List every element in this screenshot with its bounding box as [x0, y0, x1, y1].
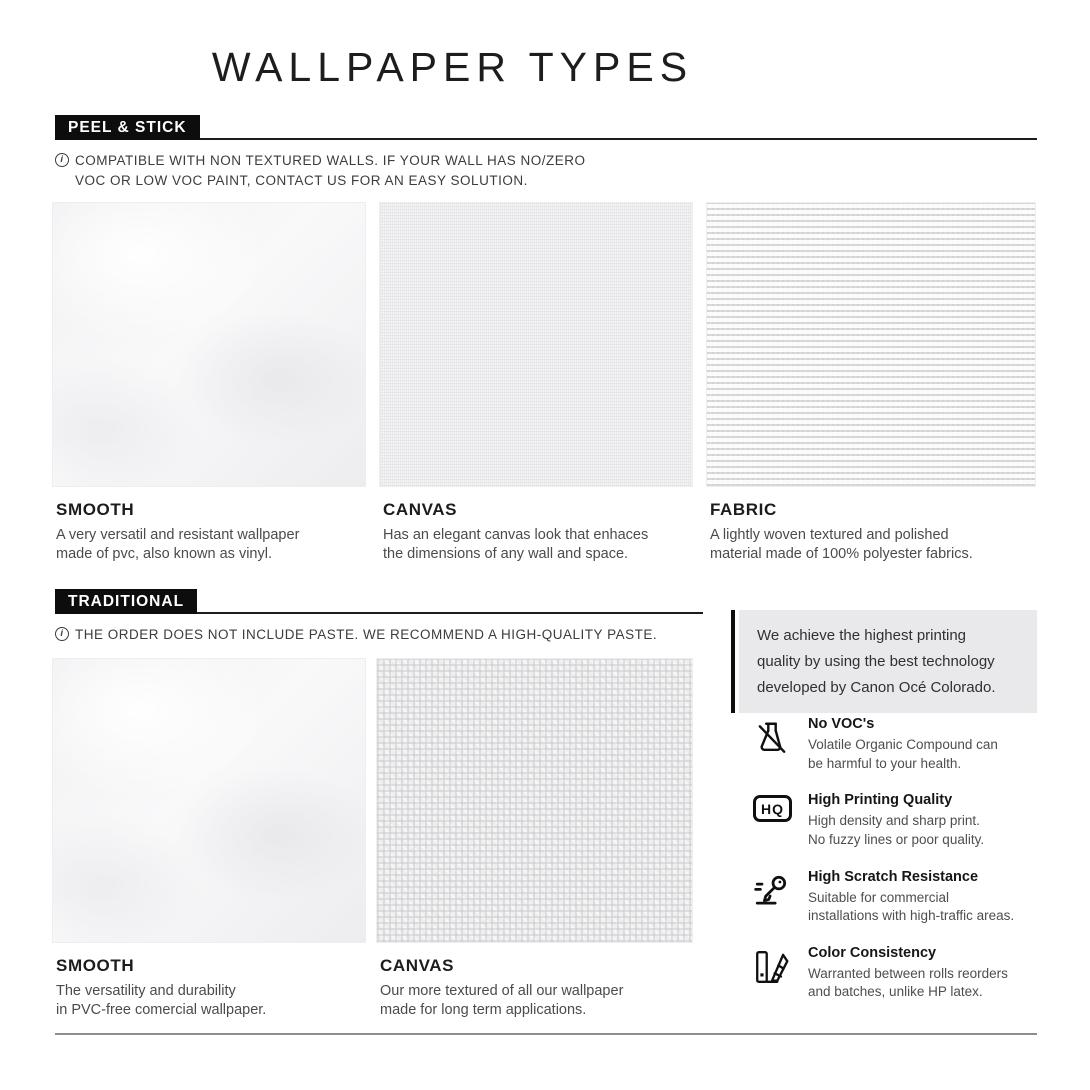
peel-stick-swatch-row: [52, 202, 1036, 564]
feature-high-scratch-resistance: [753, 869, 1053, 926]
swatch-description: Our more textured of all our wallpaper made for long term applications.: [380, 983, 624, 1019]
info-icon: i: [55, 627, 69, 641]
traditional-swatch-row: [52, 658, 693, 1020]
swatch-caption: [52, 943, 366, 1020]
feature-title: No VOC's: [808, 716, 875, 732]
traditional-section-header: [55, 589, 703, 614]
feature-title: High Printing Quality: [808, 792, 953, 809]
feature-title: High Scratch Resistance: [808, 868, 979, 885]
feature-description: Volatile Organic Compound can be harmful to your health.: [808, 737, 998, 771]
feature-text: [808, 792, 984, 849]
fabric-texture-image: [706, 202, 1036, 487]
traditional-note: [55, 625, 657, 645]
feature-high-printing-quality: [753, 792, 1053, 849]
swatch-caption: [52, 487, 366, 564]
swatch-description: The versatility and durability in PVC-free comercial wallpaper.: [56, 983, 267, 1019]
smooth-texture-image: [52, 202, 366, 487]
peel-stick-note-text: COMPATIBLE WITH NON TEXTURED WALLS. IF YOUR WALL HAS NO/ZERO VOC OR LOW VOC PAINT, CONTACT US FOR AN EASY SOLUTION.: [75, 153, 586, 189]
page-title: WALLPAPER TYPES: [211, 44, 694, 90]
color-swatches-icon: [753, 945, 808, 1002]
info-icon: i: [55, 153, 69, 167]
swatch-card-canvas: [376, 658, 693, 1020]
swatch-description: Has an elegant canvas look that enhaces the dimensions of any wall and space.: [383, 527, 649, 563]
swatch-card-canvas: [379, 202, 693, 564]
printing-quality-callout: [731, 610, 1037, 713]
feature-text: [808, 869, 1014, 926]
smooth-texture-image: [52, 658, 366, 943]
swatch-caption: [376, 943, 693, 1020]
feature-list: [753, 716, 1053, 1021]
swatch-caption: [706, 487, 1036, 564]
swatch-description: A very versatil and resistant wallpaper made of pvc, also known as vinyl.: [56, 527, 300, 563]
hq-badge-label: HQ: [753, 795, 792, 822]
canvas-texture-image: [376, 658, 693, 943]
swatch-title: CANVAS: [380, 956, 455, 975]
feature-description: Suitable for commercial installations with high-traffic areas.: [808, 889, 1015, 924]
peel-stick-label: PEEL & STICK: [55, 115, 200, 140]
no-voc-icon: [753, 716, 808, 773]
feature-text: [808, 945, 1008, 1002]
hq-icon: [753, 792, 808, 849]
swatch-card-smooth: [52, 202, 366, 564]
swatch-description: A lightly woven textured and polished material made of 100% polyester fabrics.: [710, 527, 973, 563]
traditional-note-text: THE ORDER DOES NOT INCLUDE PASTE. WE RECOMMEND A HIGH-QUALITY PASTE.: [75, 627, 658, 642]
swatch-card-smooth: [52, 658, 366, 1020]
peel-stick-note: [55, 151, 586, 192]
swatch-title: CANVAS: [383, 500, 458, 519]
canvas-texture-image: [379, 202, 693, 487]
swatch-title: SMOOTH: [56, 956, 135, 975]
swatch-caption: [379, 487, 693, 564]
callout-accent-bar: [731, 610, 735, 713]
feature-title: Color Consistency: [808, 944, 937, 961]
feature-description: High density and sharp print. No fuzzy lines or poor quality.: [808, 813, 985, 847]
key-icon: [753, 869, 808, 926]
bottom-divider: [55, 1033, 1037, 1035]
swatch-title: FABRIC: [710, 500, 777, 519]
feature-text: [808, 716, 998, 773]
traditional-label: TRADITIONAL: [55, 589, 197, 614]
feature-color-consistency: [753, 945, 1053, 1002]
peel-stick-section-header: [55, 115, 1037, 140]
swatch-title: SMOOTH: [56, 500, 135, 519]
callout-text: We achieve the highest printing quality by using the best technology developed by Canon Océ Colorado.: [739, 610, 1037, 713]
swatch-card-fabric: [706, 202, 1036, 564]
feature-description: Warranted between rolls reorders and batches, unlike HP latex.: [808, 965, 1008, 1000]
feature-no-vocs: [753, 716, 1053, 773]
